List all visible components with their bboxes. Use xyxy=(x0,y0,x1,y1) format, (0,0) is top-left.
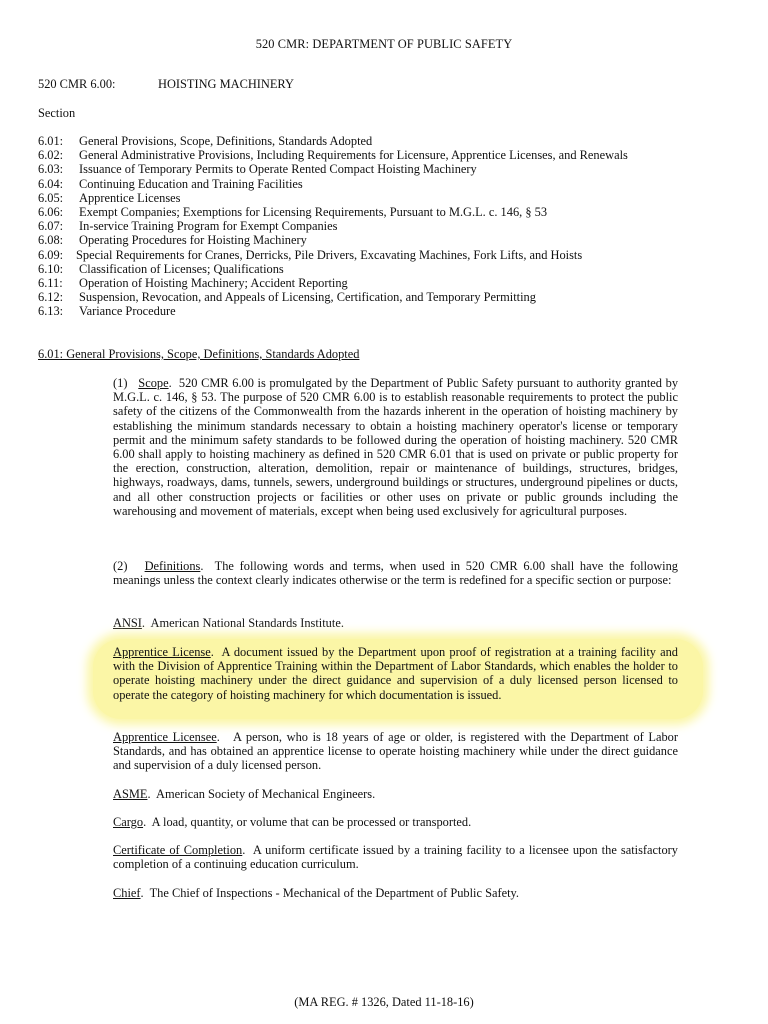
scope-paragraph: (1) Scope. 520 CMR 6.00 is promulgated by the Department of Public Safety pursuant to authority granted by M.G.L. c. 146, § 53. The purpose of 520 CMR 6.00 is to establish reasonable requirements to protect the public safety of the citizens of the Commonwealth from the hazards inherent in the operation of hoisting machinery by establishing the minimum standards necessary to obtain a hoisting machinery operator's license or temporary permit and the minimum safety standards to be followed during the operation of hoisting machinery. 520 CMR 6.00 shall apply to hoisting machinery as defined in 520 CMR 6.01 that is used on private or public property for the erection, construction, alteration, demolition, repair or maintenance of buildings, structures, bridges, highways, roadways, dams, tunnels, sewers, underground buildings or structures, underground pipelines or ducts, and all other construction projects or facilities or other uses on private or public grounds including the warehousing and movement of materials, except when being used exclusively for agricultural purposes. xyxy=(113,376,679,518)
toc-item: 6.11: Operation of Hoisting Machinery; Accident Reporting xyxy=(38,276,348,291)
toc-item: 6.12: Suspension, Revocation, and Appeals of Licensing, Certification, and Temporary Permitting xyxy=(38,290,536,305)
definition-chief: Chief. The Chief of Inspections - Mechanical of the Department of Public Safety. xyxy=(113,886,520,900)
definition-term: Apprentice Licensee xyxy=(113,730,217,744)
scope-term: Scope xyxy=(138,376,169,390)
toc-item: 6.01: General Provisions, Scope, Definitions, Standards Adopted xyxy=(38,134,373,148)
definition-ansi: ANSI. American National Standards Institute. xyxy=(113,616,344,630)
scope-text: 520 CMR 6.00 is promulgated by the Department of Public Safety pursuant to authority granted by M.G.L. c. 146, § 53. The purpose of 520 CMR 6.00 is to establish reasonable requirements to protect the public safety of the citizens of the Commonwealth from the hazards inherent in the operation of hoisting machinery by establishing the minimum standards necessary to obtain a hoisting machinery operator's license or temporary permit and the minimum safety standards to be followed during the operation of hoisting machinery. 520 CMR 6.00 shall apply to hoisting machinery as defined in 520 CMR 6.01 that is used on private or public property for the erection, construction, alteration, demolition, repair or maintenance of buildings, structures, bridges, highways, roadways, dams, tunnels, sewers, underground buildings or structures, underground pipelines or ducts, and all other construction projects or facilities or other uses on private or public grounds including the warehousing and movement of materials, except when being used exclusively for agricultural purposes. xyxy=(113,376,679,518)
toc-item: 6.06: Exempt Companies; Exemptions for Licensing Requirements, Pursuant to M.G.L. c. 146, § 53 xyxy=(38,205,548,220)
definitions-paragraph: (2) Definitions. The following words and terms, when used in 520 CMR 6.00 shall have the following meanings unless the context clearly indicates otherwise or the term is redefined for a specific section or purpose: xyxy=(113,559,679,588)
definition-certificate-of-completion: Certificate of Completion. A uniform certificate issued by a training facility to a licensee upon the satisfactory completion of a continuing education curriculum. xyxy=(113,843,678,872)
toc-item: 6.13: Variance Procedure xyxy=(38,304,176,319)
definition-text: A document issued by the Department upon proof of registration at a training facility and with the Division of Apprentice Training within the Department of Labor Standards, which enables the holder to operate hoisting machinery under the direct guidance and supervision of a duly licensed person licensed to operate the category of hoisting machinery for which documentation is issued. xyxy=(113,645,679,702)
toc-item: 6.04: Continuing Education and Training Facilities xyxy=(38,176,303,191)
toc-item: 6.08: Operating Procedures for Hoisting Machinery xyxy=(38,233,307,248)
toc-item: 6.02: General Administrative Provisions, Including Requirements for Licensure, Apprentice Licenses, and Renewals xyxy=(38,148,628,163)
definition-text: A load, quantity, or volume that can be processed or transported. xyxy=(151,815,472,829)
page-footer: (MA REG. # 1326, Dated 11-18-16) xyxy=(294,995,474,1009)
definitions-text: The following words and terms, when used in 520 CMR 6.00 shall have the following meanings unless the context clearly indicates otherwise or the term is redefined for a specific section or purpose: xyxy=(113,559,679,588)
definition-term: Cargo xyxy=(113,815,144,829)
toc-item: 6.03: Issuance of Temporary Permits to Operate Rented Compact Hoisting Machinery xyxy=(38,162,477,177)
definition-text: American Society of Mechanical Engineers. xyxy=(156,787,376,801)
definition-term: ASME xyxy=(113,787,148,801)
definitions-term: Definitions xyxy=(144,559,201,573)
definition-term: Chief xyxy=(113,886,141,900)
definition-apprentice-license: Apprentice License. A document issued by the Department upon proof of registration at a training facility and with the Division of Apprentice Training within the Department of Labor Standards, which enables the holder to operate hoisting machinery under the direct guidance and supervision of a duly licensed person licensed to operate the category of hoisting machinery for which documentation is issued. xyxy=(113,645,679,702)
definition-term: Certificate of Completion xyxy=(113,843,243,857)
part-number: 520 CMR 6.00: xyxy=(38,77,116,91)
toc-item: 6.10: Classification of Licenses; Qualifications xyxy=(38,261,284,276)
running-header: 520 CMR: DEPARTMENT OF PUBLIC SAFETY xyxy=(255,37,513,51)
toc-item: 6.05: Apprentice Licenses xyxy=(38,190,181,205)
table-of-contents xyxy=(38,134,688,319)
part-name: HOISTING MACHINERY xyxy=(158,77,294,91)
section-heading: 6.01: General Provisions, Scope, Definitions, Standards Adopted xyxy=(38,347,360,361)
toc-item: 6.09: Special Requirements for Cranes, Derricks, Pile Drivers, Excavating Machines, Fork Lifts, and Hoists xyxy=(38,247,583,262)
part-title xyxy=(38,77,294,91)
definition-asme: ASME. American Society of Mechanical Engineers. xyxy=(113,787,376,801)
section-label: Section xyxy=(38,106,76,120)
definition-term: Apprentice License xyxy=(113,645,211,659)
definition-cargo: Cargo. A load, quantity, or volume that can be processed or transported. xyxy=(113,815,472,829)
definition-text: A person, who is 18 years of age or older, is registered with the Department of Labor Standards, and has obtained an apprentice license to operate hoisting machinery while under the direct guidance and supervision of a duly licensed person. xyxy=(113,730,678,773)
definition-text: The Chief of Inspections - Mechanical of the Department of Public Safety. xyxy=(149,886,520,900)
toc-item: 6.07: In-service Training Program for Exempt Companies xyxy=(38,219,338,234)
definition-apprentice-licensee: Apprentice Licensee. A person, who is 18 years of age or older, is registered with the Department of Labor Standards, and has obtained an apprentice license to operate hoisting machinery while under the direct guidance and supervision of a duly licensed person. xyxy=(113,730,678,773)
definition-term: ANSI xyxy=(113,616,142,630)
paragraph-number: (1) xyxy=(113,376,128,390)
paragraph-number: (2) xyxy=(113,559,128,573)
definition-text: American National Standards Institute. xyxy=(150,616,344,630)
definition-text: A uniform certificate issued by a training facility to a licensee upon the satisfactory completion of a continuing education curriculum. xyxy=(113,843,678,872)
